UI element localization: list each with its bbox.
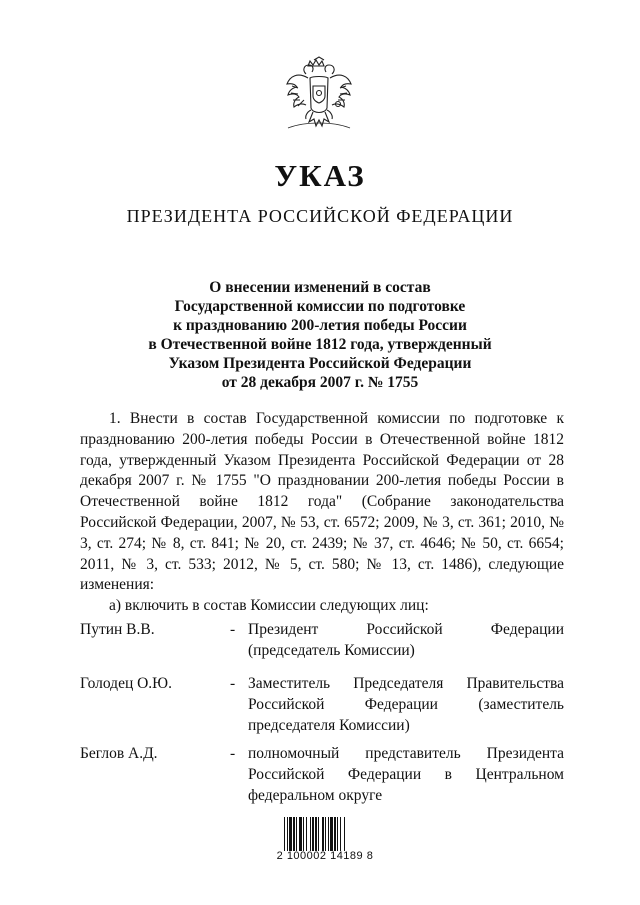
heading-line: в Отечественной войне 1812 года, утвержденный [148,336,492,353]
subitem-a: а) включить в состав Комиссии следующих лиц: [109,597,429,615]
member-role: Заместитель Председателя Правительства Российской Федерации (заместитель председателя Комиссии) [248,675,564,734]
member-dash: - [230,675,236,692]
coat-of-arms-icon [284,56,354,142]
document-title: УКАЗ [274,158,366,193]
member-name: Голодец О.Ю. [80,675,172,692]
barcode-number: 2 100002 14189 8 [276,850,374,862]
decree-heading [120,278,520,392]
decree-body [80,409,564,617]
heading-line: от 28 декабря 2007 г. № 1755 [221,374,419,391]
heading-line: Государственной комиссии по подготовке [174,298,466,315]
member-dash: - [230,621,236,638]
member-role: Президент Российской Федерации (председатель Комиссии) [248,621,564,659]
member-dash: - [230,745,236,762]
heading-line: к празднованию 200-летия победы России [173,317,467,334]
document-issuer: ПРЕЗИДЕНТА РОССИЙСКОЙ ФЕДЕРАЦИИ [126,206,514,226]
member-name: Беглов А.Д. [80,745,158,762]
paragraph-1: 1. Внести в состав Государственной комиссии по подготовке к празднованию 200-летия победы России в Отечественной войне 1812 года, утвержденный Указом Президента Российской Федерации от 28 декабря 2007 г. № 1755 "О праздновании 200-летия победы России в Отечественной войне 1812 года" (Собрание законодательства Российской Федерации, 2007, № 53, ст. 6572; 2009, № 3, ст. 361; 2010, № 3, ст. 274; № 8, ст. 841; № 20, ст. 2439; № 37, ст. 4646; № 50, ст. 6654; 2011, № 3, ст. 533; 2012, № 5, ст. 580; № 13, ст. 1486), следующие изменения: [80,410,564,594]
member-role: полномочный представитель Президента Российской Федерации в Центральном федеральном округе [248,745,564,804]
heading-line: Указом Президента Российской Федерации [168,355,472,372]
member-name: Путин В.В. [80,621,155,638]
barcode-icon [283,817,365,851]
heading-line: О внесении изменений в состав [209,279,431,296]
